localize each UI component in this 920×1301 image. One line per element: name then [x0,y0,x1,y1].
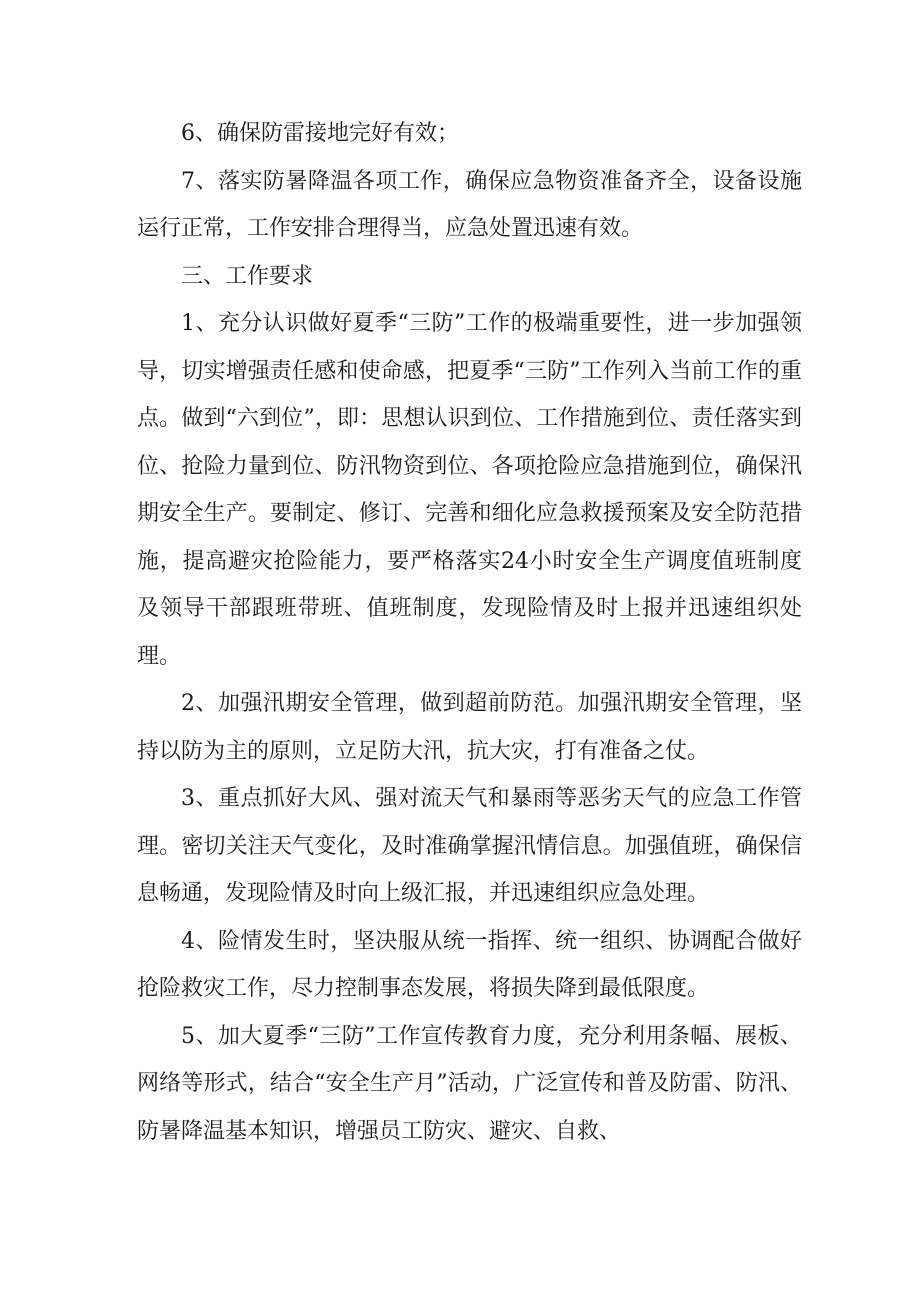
paragraph-requirement-1: 1、充分认识做好夏季“三防”工作的极端重要性，进一步加强领导，切实增强责任感和使命感，把夏季“三防”工作列入当前工作的重点。做到“六到位”，即：思想认识到位、工作措施到位、责任落实到位、抢险力量到位、防汛物资到位、各项抢险应急措施到位，确保汛期安全生产。要制定、修订、完善和细化应急救援预案及安全防范措施，提高避灾抢险能力，要严格落实24小时安全生产调度值班制度及领导干部跟班带班、值班制度，发现险情及时上报并迅速组织处理。 [137,311,802,669]
paragraph-requirement-2: 2、加强汛期安全管理，做到超前防范。加强汛期安全管理，坚持以防为主的原则，立足防大汛，抗大灾，打有准备之仗。 [137,691,802,764]
document-body [137,110,802,1155]
paragraph-item-6: 6、确保防雷接地完好有效； [181,121,459,146]
paragraph-requirement-5: 5、加大夏季“三防”工作宣传教育力度，充分利用条幅、展板、网络等形式，结合“安全生产月”活动，广泛宣传和普及防雷、防汛、防暑降温基本知识，增强员工防灾、避灾、自救、 [137,1023,802,1144]
section-heading-work-requirements: 三、工作要求 [181,263,314,289]
paragraph-item-7: 7、落实防暑降温各项工作，确保应急物资准备齐全，设备设施运行正常，工作安排合理得当，应急处置迅速有效。 [137,168,802,241]
paragraph-requirement-3: 3、重点抓好大风、强对流天气和暴雨等恶劣天气的应急工作管理。密切关注天气变化，及时准确掌握汛情信息。加强值班，确保信息畅通，发现险情及时向上级汇报，并迅速组织应急处理。 [137,786,802,906]
paragraph-requirement-4: 4、险情发生时，坚决服从统一指挥、统一组织、协调配合做好抢险救灾工作，尽力控制事态发展，将损失降到最低限度。 [137,928,802,1001]
